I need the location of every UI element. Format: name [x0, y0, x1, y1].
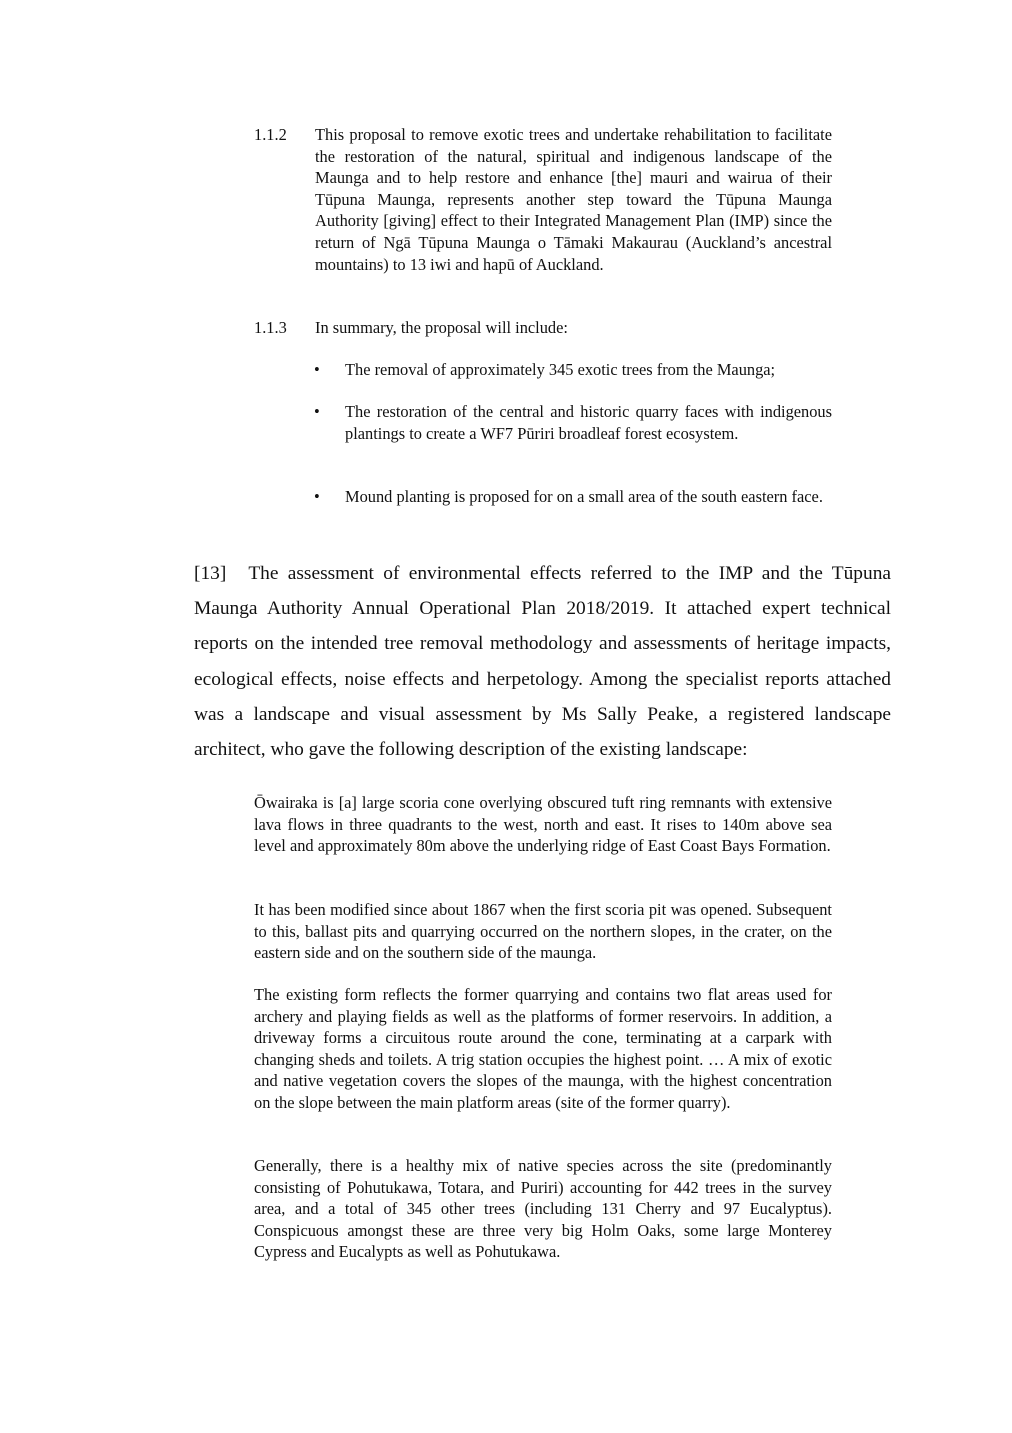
bullet-item: [314, 359, 832, 381]
bullet-text: Mound planting is proposed for on a small area of the south eastern face.: [345, 487, 823, 506]
quote-paragraph: It has been modified since about 1867 when the first scoria pit was opened. Subsequent to this, ballast pits and quarrying occurred on the northern slopes, in the crater, on the eastern side and on the southern side of the maunga.: [254, 900, 832, 963]
item-number: 1.1.3: [254, 318, 287, 337]
bullet-item: [314, 486, 832, 508]
paragraph-text: The assessment of environmental effects referred to the IMP and the Tūpuna Maunga Authority Annual Operational Plan 2018/2019. It attached expert technical reports on the intended tree removal methodology and assessments of heritage impacts, ecological effects, noise effects and herpetology. Among the specialist reports attached was a landscape and visual assessment by Ms Sally Peake, a registered landscape architect, who gave the following description of the existing landscape:: [194, 563, 891, 761]
item-number: 1.1.2: [254, 125, 287, 144]
item-text: In summary, the proposal will include:: [315, 318, 568, 337]
numbered-item-1-1-3: [254, 317, 832, 339]
paragraph-13: [194, 556, 891, 767]
item-text: This proposal to remove exotic trees and undertake rehabilitation to facilitate the restoration of the natural, spiritual and indigenous landscape of the Maunga and to help restore and enhance [the] mauri and wairua of their Tūpuna Maunga, represents another step toward the Tūpuna Maunga Authority [giving] effect to their Integrated Management Plan (IMP) since the return of Ngā Tūpuna Maunga o Tāmaki Makaurau (Auckland’s ancestral mountains) to 13 iwi and hapū of Auckland.: [315, 125, 832, 274]
quote-paragraph: The existing form reflects the former quarrying and contains two flat areas used for archery and playing fields as well as the platforms of former reservoirs. In addition, a driveway forms a circuitous route around the cone, terminating at a carpark with changing sheds and toilets. A trig station occupies the highest point. … A mix of exotic and native vegetation covers the slopes of the maunga, with the highest concentration on the slope between the main platform areas (site of the former quarry).: [254, 985, 832, 1112]
bullet-text: The removal of approximately 345 exotic trees from the Maunga;: [345, 360, 776, 379]
bullet-marker: •: [314, 487, 320, 506]
quote-paragraph: Generally, there is a healthy mix of native species across the site (predominantly consisting of Pohutukawa, Totara, and Puriri) accounting for 442 trees in the survey area, and a total of 345 other trees (including 131 Cherry and 97 Eucalyptus). Conspicuous amongst these are three very big Holm Oaks, some large Monterey Cypress and Eucalypts as well as Pohutukawa.: [254, 1156, 832, 1262]
bullet-marker: •: [314, 360, 320, 379]
bullet-marker: •: [314, 402, 320, 421]
bullet-text: The restoration of the central and historic quarry faces with indigenous plantings to create a WF7 Pūriri broadleaf forest ecosystem.: [345, 402, 832, 443]
numbered-item-1-1-2: [254, 124, 832, 275]
quote-paragraph: Ōwairaka is [a] large scoria cone overlying obscured tuft ring remnants with extensive lava flows in three quadrants to the west, north and east. It rises to 140m above sea level and approximately 80m above the underlying ridge of East Coast Bays Formation.: [254, 793, 832, 856]
bullet-item: [314, 401, 832, 444]
paragraph-number: [13]: [194, 563, 227, 584]
